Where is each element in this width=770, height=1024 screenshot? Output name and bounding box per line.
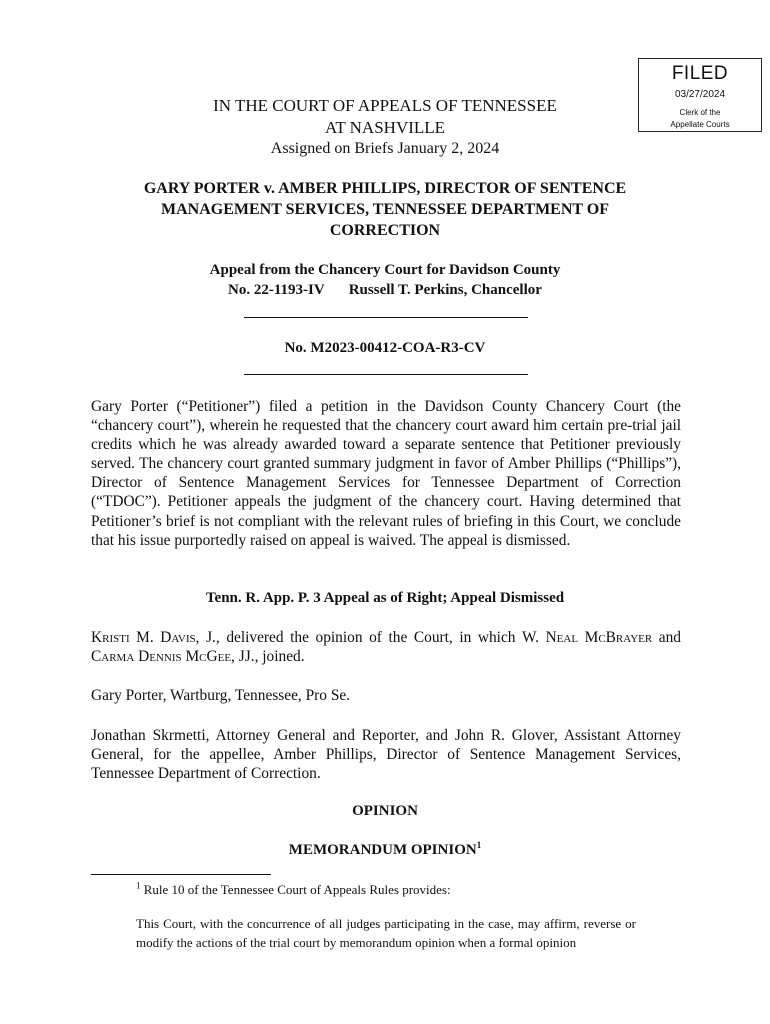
case-title-line1: GARY PORTER v. AMBER PHILLIPS, DIRECTOR OF SENTENCE xyxy=(143,180,627,197)
chancellor: Russell T. Perkins, Chancellor xyxy=(348,282,542,298)
author-judge: Kristi M. Davis xyxy=(91,629,196,646)
case-title-line3: CORRECTION xyxy=(329,222,441,239)
docket-number: No. M2023-00412-COA-R3-CV xyxy=(284,340,486,356)
filed-label: FILED xyxy=(671,63,729,84)
memorandum-heading: MEMORANDUM OPINION$^1$ xyxy=(288,840,482,858)
filed-clerk-line2: Appellate Courts xyxy=(670,120,730,129)
court-location: AT NASHVILLE xyxy=(324,118,446,137)
footnote-reference[interactable]: 1 xyxy=(476,840,482,850)
court-name: IN THE COURT OF APPEALS OF TENNESSEE xyxy=(213,96,557,115)
filed-date: 03/27/2024 xyxy=(674,89,726,100)
footnote-marker: 1 xyxy=(136,880,141,891)
disposition: Tenn. R. App. P. 3 Appeal as of Right; Appeal Dismissed xyxy=(205,590,565,606)
footnote-divider xyxy=(91,874,271,875)
lower-court-line xyxy=(0,282,770,299)
authorship: Kristi M. Davis, J., delivered the opinion of the Court, in which W. Neal McBrayer and Carma Dennis McGee, JJ., joined. xyxy=(91,629,681,666)
assigned-date: Assigned on Briefs January 2, 2024 xyxy=(270,140,500,157)
counsel-appellant: Gary Porter, Wartburg, Tennessee, Pro Se. xyxy=(91,687,351,704)
footnote-quote: This Court, with the concurrence of all judges participating in the case, may affirm, reverse or modify the actions of the trial court by memorandum opinion when a formal opinion xyxy=(136,916,636,950)
footnote-intro: $^1$ Rule 10 of the Tennessee Court of Appeals Rules provides: xyxy=(136,880,451,897)
lower-court-case-number: No. 22-1193-IV xyxy=(228,282,325,298)
divider-bottom xyxy=(244,374,528,375)
case-summary: Gary Porter (“Petitioner”) filed a petition in the Davidson County Chancery Court (the “chancery court”), wherein he requested that the chancery court award him certain pre-trial jail credits which he was already awarded toward a separate sentence that Petitioner previously served. The chancery court granted summary judgment in favor of Amber Phillips (“Phillips”), Director of Sentence Management Services for Tennessee Department of Correction (“TDOC”). Petitioner appeals the judgment of the chancery court. Having determined that Petitioner’s brief is not compliant with the relevant rules of briefing in this Court, we conclude that his issue purportedly raised on appeal is waived. The appeal is dismissed. xyxy=(91,398,681,549)
divider-top xyxy=(244,317,528,318)
joining-judge: Carma Dennis McGee xyxy=(91,648,232,666)
filed-clerk-line1: Clerk of the xyxy=(679,108,721,117)
case-title-line2: MANAGEMENT SERVICES, TENNESSEE DEPARTMENT OF xyxy=(161,201,609,218)
joining-judge: W. Neal McBrayer xyxy=(522,629,653,646)
appeal-from: Appeal from the Chancery Court for Davidson County xyxy=(209,262,561,278)
opinion-heading: OPINION xyxy=(352,803,418,819)
counsel-appellee: Jonathan Skrmetti, Attorney General and Reporter, and John R. Glover, Assistant Attorney General, for the appellee, Amber Phillips, Director of Sentence Management Services, Tennessee Department of Correction. xyxy=(91,727,681,783)
